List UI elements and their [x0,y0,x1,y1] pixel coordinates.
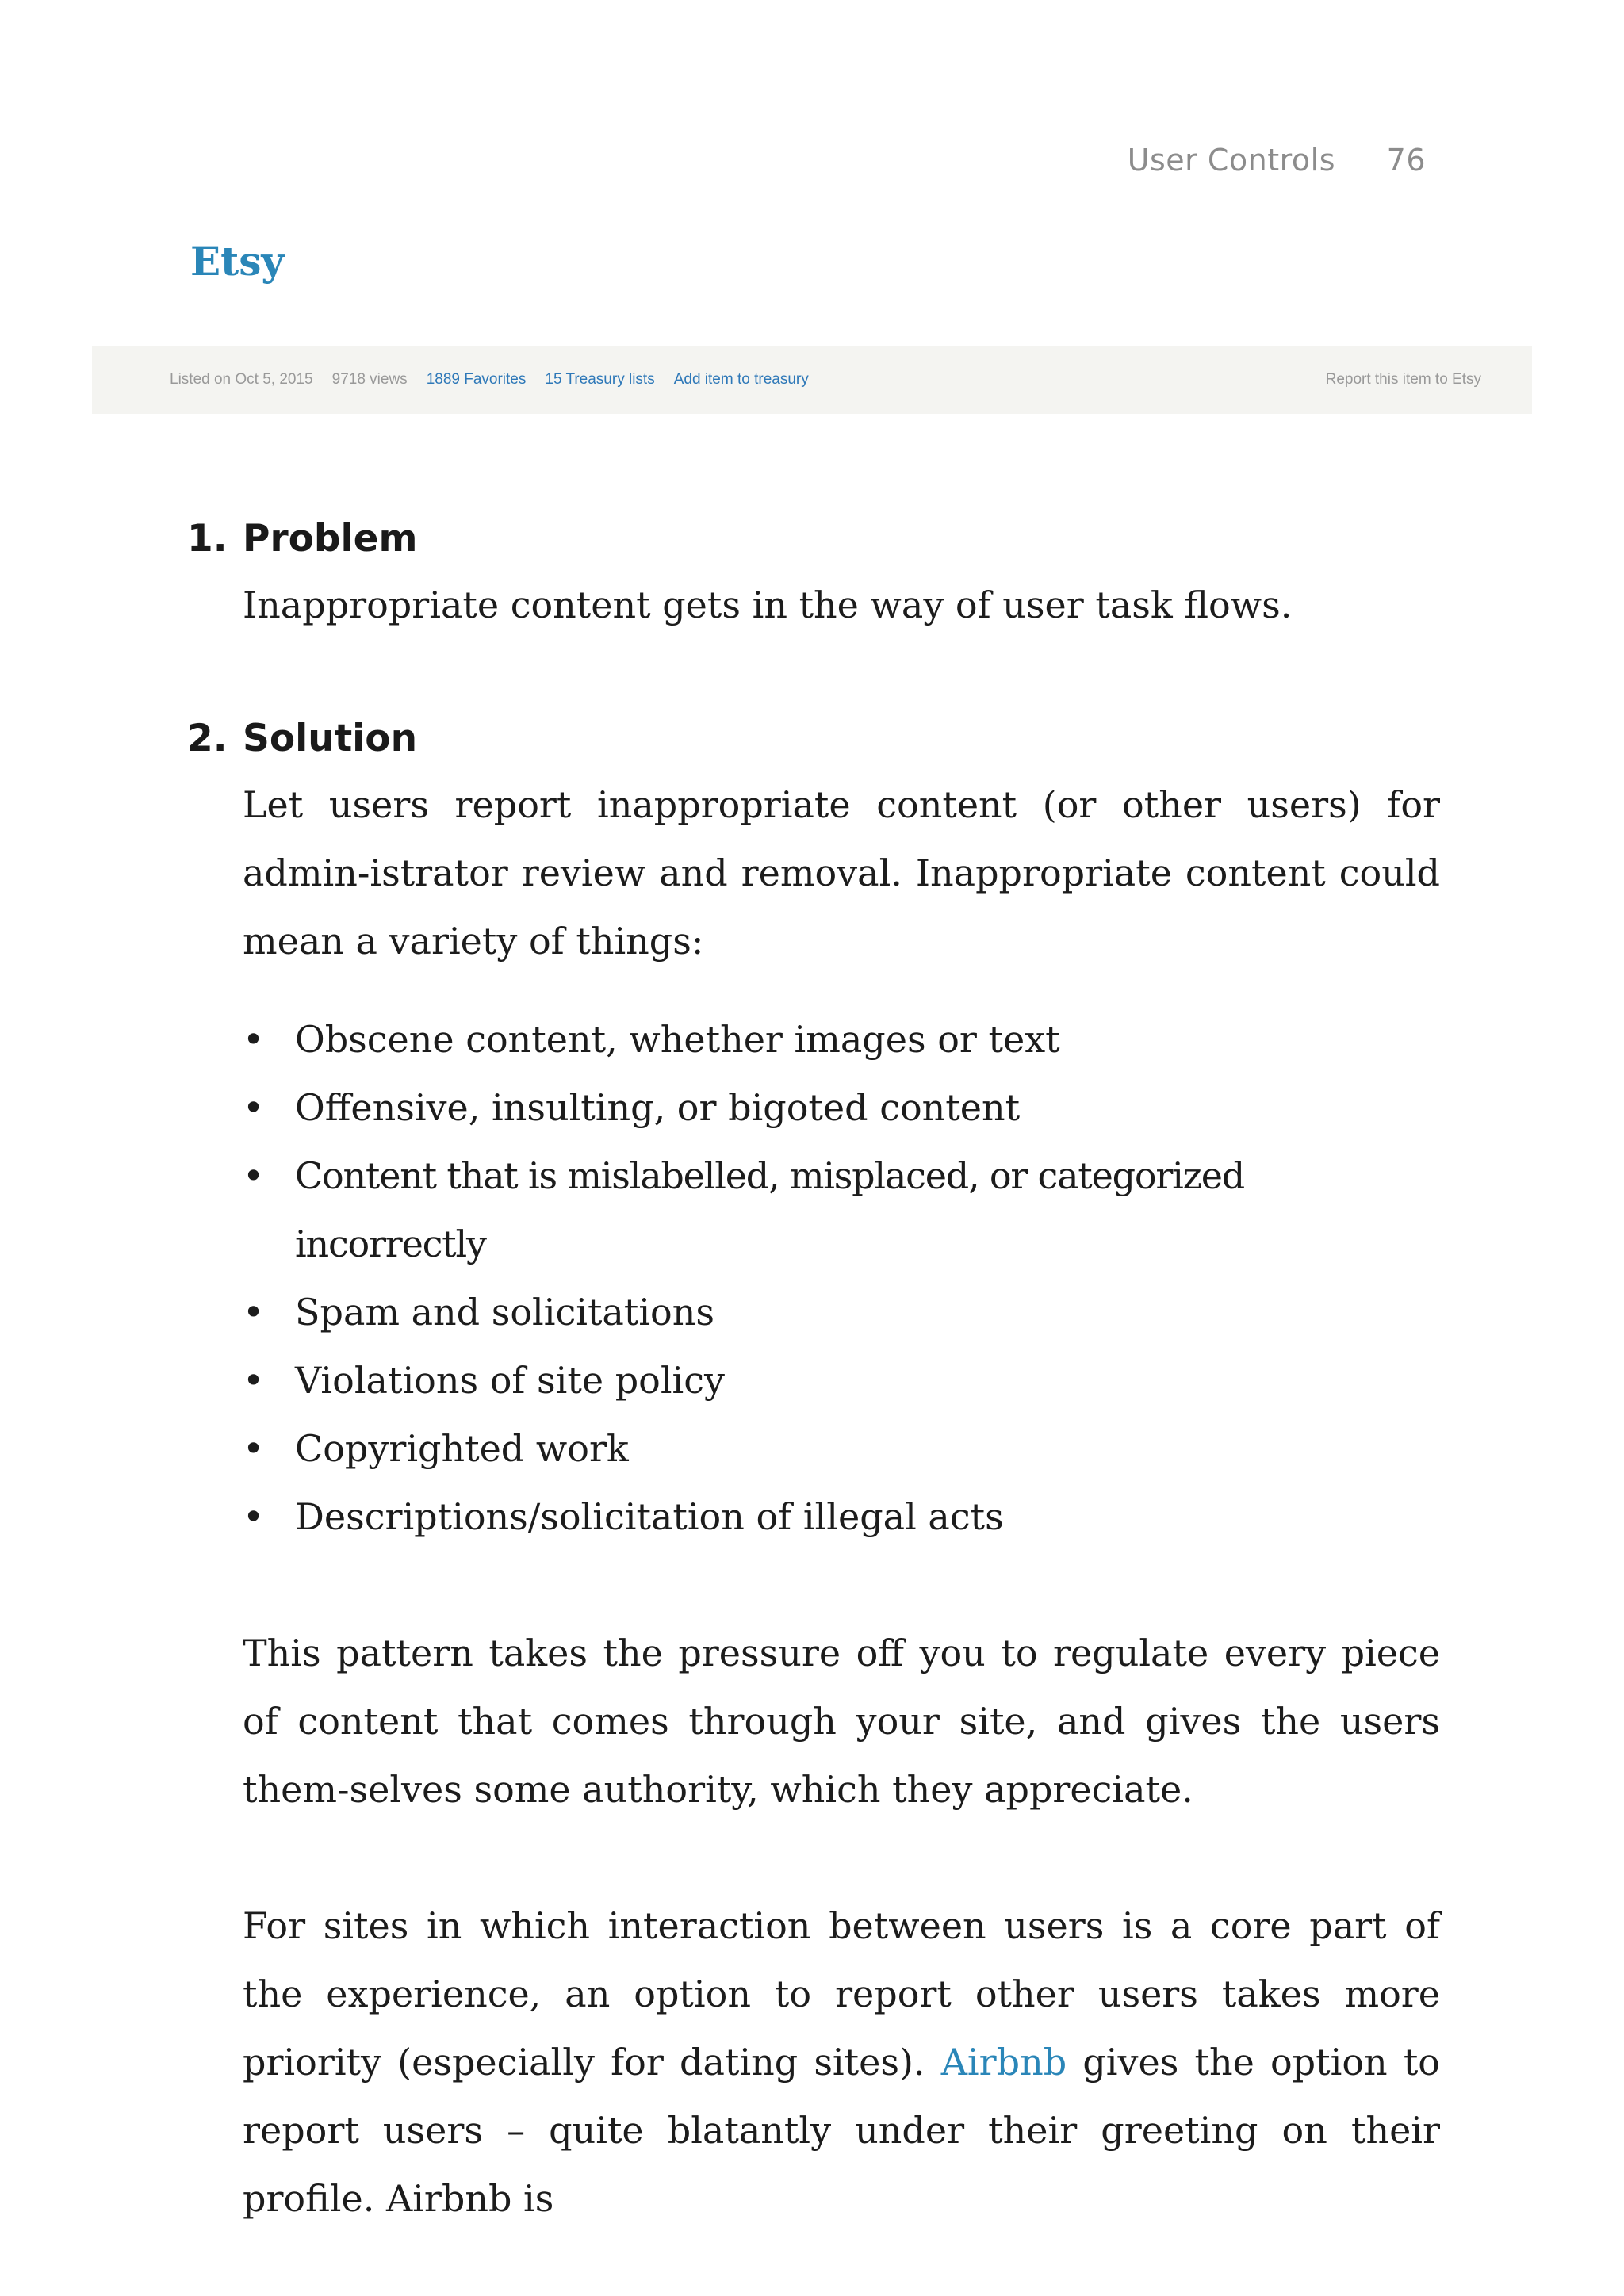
bullet-icon: • [243,1154,265,1197]
list-item [243,1414,1440,1483]
solution-text: Let users report inappropriate content (or other users) for admin-istrator review and removal. Inappropriate content could mean a variety of things: [243,783,1440,962]
bullet-icon: • [243,1291,265,1334]
list-item-text: Spam and solicitations [295,1291,714,1334]
report-item-link[interactable]: Report this item to Etsy [1325,371,1481,388]
problem-heading [187,507,1440,571]
listed-date: Listed on Oct 5, 2015 [170,371,313,388]
list-item [243,1346,1440,1414]
page-number: 76 [1386,143,1426,178]
list-item [243,1278,1440,1346]
add-to-treasury-link[interactable]: Add item to treasury [673,371,809,388]
list-item [243,1005,1440,1073]
treasury-lists-link[interactable]: 15 Treasury lists [545,371,655,388]
views-count: 9718 views [331,371,408,388]
problem-text: Inappropriate content gets in the way of user task flows. [243,584,1293,626]
bullet-icon: • [243,1359,265,1402]
main-content [187,507,1440,2233]
solution-number: 2. [187,717,228,760]
inappropriate-content-list [243,1005,1440,1551]
running-header [1128,143,1426,178]
list-item-text: Descriptions/solicitation of illegal acts [295,1495,1004,1538]
problem-section [187,507,1440,639]
list-item-text: Copyrighted work [295,1427,629,1470]
list-item [243,1483,1440,1551]
favorites-link[interactable]: 1889 Favorites [426,371,527,388]
solution-heading-text: Solution [243,717,418,760]
list-item-text: Offensive, insulting, or bigoted content [295,1086,1021,1129]
solution-heading [187,707,1440,771]
paragraph-text-start: For sites in which interaction between users is a core part of the experience, an option to report other users takes more priority (especially for dating sites). [243,1904,1440,2084]
bullet-icon: • [243,1427,265,1470]
airbnb-link[interactable]: Airbnb [940,2041,1067,2084]
list-item [243,1073,1440,1142]
list-item-text: Obscene content, whether images or text [295,1018,1060,1061]
report-users-paragraph [243,1892,1440,2233]
list-item [243,1142,1440,1278]
bullet-icon: • [243,1495,265,1538]
solution-section [187,707,1440,2233]
list-item-text: Content that is mislabelled, misplaced, or categorized incorrectly [295,1154,1244,1265]
problem-heading-text: Problem [243,517,418,561]
etsy-listing-bar-screenshot [92,346,1532,414]
header-section-title: User Controls [1127,143,1336,178]
paragraph-text-end: gives the option to report users – quite blatantly under their greeting on their profile. Airbnb is [243,2041,1440,2220]
bullet-icon: • [243,1086,265,1129]
bullet-icon: • [243,1018,265,1061]
example-title: Etsy [190,238,285,285]
problem-number: 1. [187,517,228,561]
pattern-benefit-paragraph: This pattern takes the pressure off you to regulate every piece of content that comes through your site, and gives the users them-selves some authority, which they appreciate. [243,1632,1440,1811]
list-item-text: Violations of site policy [295,1359,726,1402]
